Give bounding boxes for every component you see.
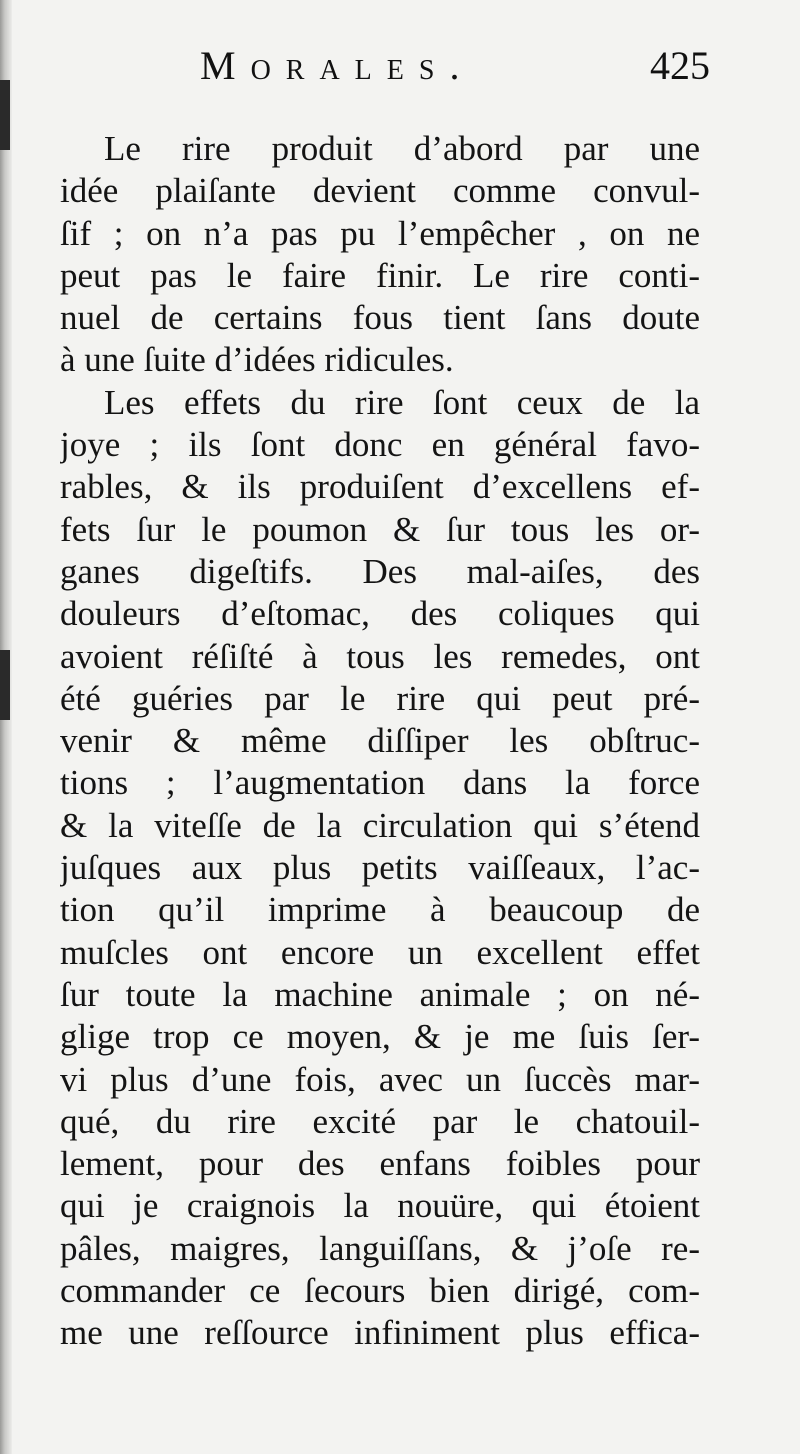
text-line: avoient réſiſté à tous les remedes, ont (60, 636, 700, 676)
text-line: ſif ; on n’a pas pu l’empêcher , on ne (60, 213, 700, 253)
text-line: lement, pour des enfans foibles pour (60, 1144, 700, 1184)
binding-shadow (0, 80, 10, 150)
text-line: tions ; l’augmentation dans la force (60, 763, 700, 803)
text-line: idée plaiſante devient comme convul- (60, 171, 700, 211)
text-line: qué, du rire excité par le chatouil- (60, 1101, 700, 1141)
text-line: muſcles ont encore un excellent effet (60, 932, 700, 972)
text-line: glige trop ce moyen, & je me ſuis ſer- (60, 1017, 700, 1057)
text-line: me une reſſource infiniment plus effica- (60, 1313, 700, 1353)
text-line: été guéries par le rire qui peut pré- (60, 678, 700, 718)
text-line: qui je craignois la nouüre, qui étoient (60, 1186, 700, 1226)
text-line: ganes digeſtifs. Des mal-aiſes, des (60, 551, 700, 591)
text-line: peut pas le faire finir. Le rire conti- (60, 255, 700, 295)
text-line: Les effets du rire ſont ceux de la (104, 382, 700, 422)
text-line: venir & même diſſiper les obſtruc- (60, 721, 700, 761)
text-line: & la viteſſe de la circulation qui s’étend (60, 805, 700, 845)
text-line: rables, & ils produiſent d’excellens ef- (60, 467, 700, 507)
text-line: douleurs d’eſtomac, des coliques qui (60, 594, 700, 634)
running-title: Morales. (200, 43, 475, 88)
text-line: commander ce ſecours bien dirigé, com- (60, 1271, 700, 1311)
text-line: pâles, maigres, languiſſans, & j’oſe re- (60, 1228, 700, 1268)
text-line: ſur toute la machine animale ; on né- (60, 974, 700, 1014)
text-line: Le rire produit d’abord par une (104, 129, 700, 168)
page-gutter (0, 0, 12, 1454)
text-line: juſques aux plus petits vaiſſeaux, l’ac- (60, 848, 700, 888)
running-head (200, 40, 710, 100)
body-text (60, 128, 700, 1355)
text-line: tion qu’il imprime à beaucoup de (60, 890, 700, 930)
binding-shadow (0, 650, 10, 720)
text-line: joye ; ils ſont donc en général favo- (60, 425, 700, 465)
text-line: à une ſuite d’idées ridicules. (60, 340, 454, 380)
text-line: nuel de certains fous tient ſans doute (60, 298, 700, 338)
text-line: vi plus d’une fois, avec un ſuccès mar- (60, 1059, 700, 1099)
text-line: fets ſur le poumon & ſur tous les or- (60, 509, 700, 549)
page-number: 425 (650, 43, 710, 88)
